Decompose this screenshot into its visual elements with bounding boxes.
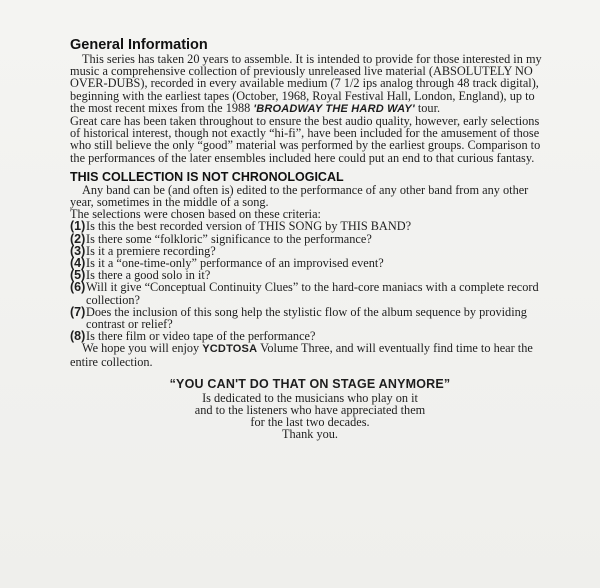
criteria-text: Is there film or video tape of the performance? [86, 329, 316, 344]
criteria-text: Will it give “Conceptual Continuity Clues” to the hard-core maniacs with a complete record collection? [86, 280, 539, 307]
dedication-line: Is dedicated to the musicians who play on it [202, 390, 418, 405]
album-abbreviation: YCDTOSA [202, 343, 258, 356]
dedication-block [70, 376, 550, 441]
criteria-number: (8) [70, 329, 86, 344]
criteria-number: (3) [70, 243, 86, 258]
closing-text: We hope you will enjoy [82, 341, 203, 356]
criteria-number: (2) [70, 231, 86, 246]
dedication-line: for the last two decades. [250, 415, 370, 430]
criteria-text: Is this the best recorded version of THIS SONG by THIS BAND? [86, 219, 412, 234]
criteria-text: Is it a premiere recording? [86, 243, 216, 258]
criteria-text: Is there some “folkloric” significance to the performance? [86, 231, 372, 246]
tour-name: 'BROADWAY THE HARD WAY' [253, 102, 415, 115]
not-chronological-heading: THIS COLLECTION IS NOT CHRONOLOGICAL [70, 169, 344, 184]
criteria-intro: The selections were chosen based on these criteria: [70, 207, 321, 222]
dedication-title: “YOU CAN'T DO THAT ON STAGE ANYMORE” [169, 376, 451, 391]
criteria-number: (4) [70, 256, 86, 271]
criteria-item [70, 220, 550, 232]
general-paragraph-1-text: This series has taken 20 years to assemble. It is intended to provide for those interested in my music a comprehensive collection of previously unreleased live material (ABSOLUTELY NO OVER-DUBS), recorded in every available medium (7 1/2 ips analog through 48 track digital), beginning with the earliest tapes (October, 1968, Royal Festival Hall, London, England), up to the most recent mixes from the 1988 [70, 52, 542, 115]
criteria-list [70, 220, 550, 342]
criteria-number: (5) [70, 268, 86, 283]
criteria-number: (7) [70, 304, 86, 319]
liner-notes-content [70, 38, 550, 441]
general-paragraph-1-end: tour. [414, 100, 441, 115]
closing-text-end: Volume Three, and will eventually find time to hear the entire collection. [70, 341, 533, 369]
criteria-text: Is there a good solo in it? [86, 268, 211, 283]
thank-you: Thank you. [281, 427, 338, 442]
criteria-number: (6) [70, 280, 86, 295]
dedication-line: and to the listeners who have appreciated them [194, 403, 426, 418]
general-paragraph-2: Great care has been taken throughout to ensure the best audio quality, however, early selections of historical interest, though not exactly “hi-fi”, have been included for the amusement of those who still believe the only “good” material was performed by the earliest groups. Comparison to the performances of the later ensembles included here could put an end to that curious fantasy. [70, 114, 541, 165]
criteria-item [70, 306, 550, 330]
criteria-item [70, 233, 550, 245]
general-information-heading: General Information [70, 37, 208, 53]
chronological-intro: Any band can be (and often is) edited to the performance of any other band from any other year, sometimes in the middle of a song. [70, 182, 529, 210]
closing-paragraph [70, 342, 550, 367]
criteria-text: Is it a “one-time-only” performance of an improvised event? [86, 256, 384, 271]
criteria-item [70, 281, 550, 305]
criteria-number: (1) [70, 219, 86, 234]
criteria-text: Does the inclusion of this song help the stylistic flow of the album sequence by providing contrast or relief? [86, 304, 527, 332]
general-paragraph-1 [70, 53, 550, 115]
